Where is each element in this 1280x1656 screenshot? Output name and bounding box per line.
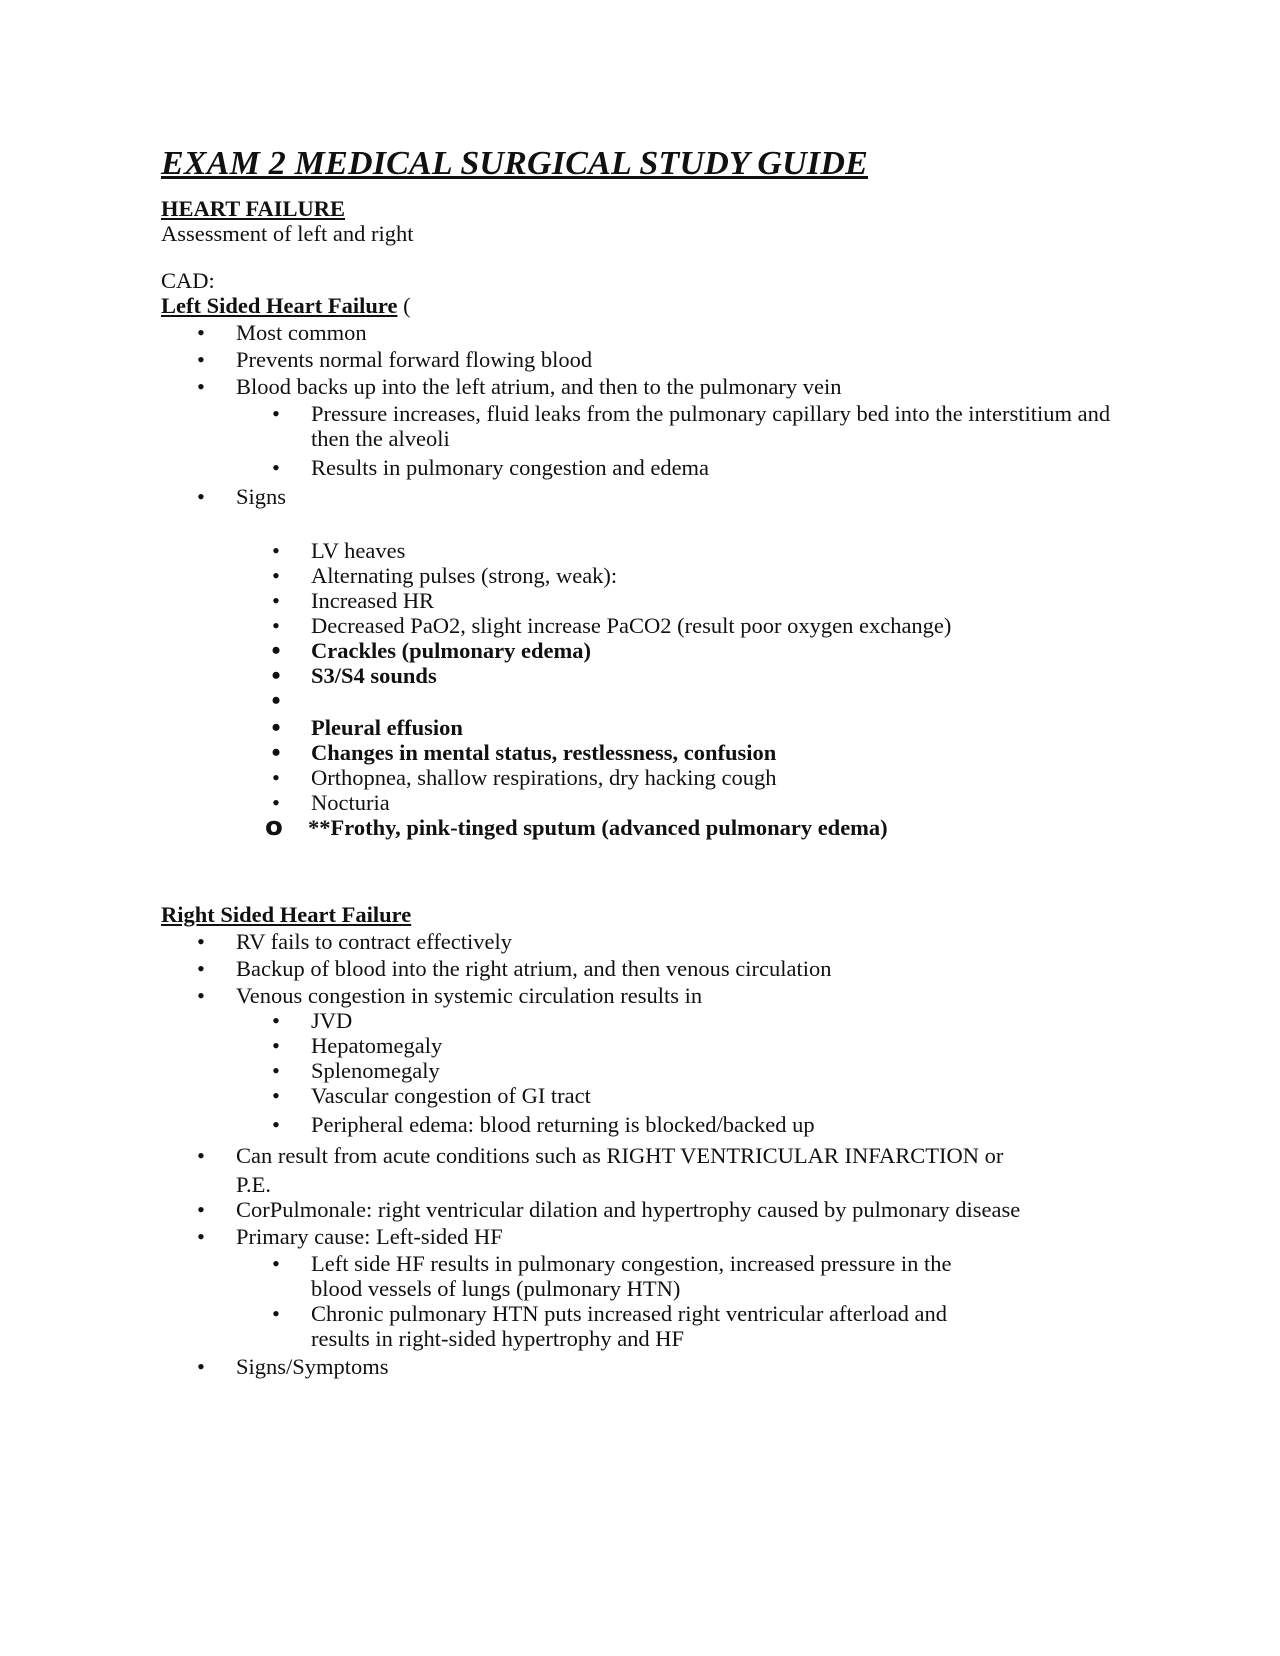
heart-failure-heading: HEART FAILURE (161, 196, 346, 221)
bullet-icon: • (272, 1083, 280, 1108)
list-item: • Signs/Symptoms (161, 1354, 1121, 1379)
bullet-icon: • (272, 1112, 280, 1137)
heart-failure-subtitle: Assessment of left and right (161, 221, 414, 246)
bullet-icon: • (272, 613, 280, 638)
bullet-icon: • (197, 983, 205, 1008)
list-item: • Pressure increases, fluid leaks from the pulmonary capillary bed into the interstitium and then the alveoli (161, 401, 1121, 451)
bullet-icon: • (271, 661, 281, 690)
bullet-icon: • (197, 1197, 205, 1222)
bullet-icon: • (272, 588, 280, 613)
bullet-icon: • (271, 738, 281, 767)
bullet-icon: • (197, 347, 205, 372)
list-item: • Pleural effusion (161, 715, 1121, 740)
list-item: • Most common (161, 320, 1121, 345)
bullet-icon: • (271, 713, 281, 742)
bullet-icon: • (197, 484, 205, 509)
list-item: • Nocturia (161, 790, 1121, 815)
list-item: • LV heaves (161, 538, 1121, 563)
list-item: • Chronic pulmonary HTN puts increased right ventricular afterload and results in right-sided hypertrophy and HF (161, 1301, 1121, 1351)
list-item: • Venous congestion in systemic circulation results in (161, 983, 1121, 1008)
list-item: • CorPulmonale: right ventricular dilation and hypertrophy caused by pulmonary disease (161, 1197, 1121, 1222)
bullet-icon: • (197, 1224, 205, 1249)
list-item: • Decreased PaO2, slight increase PaCO2 (result poor oxygen exchange) (161, 613, 1121, 638)
bullet-icon: • (272, 1251, 280, 1276)
right-list (161, 929, 1121, 1379)
bullet-icon: • (272, 790, 280, 815)
bullet-icon: • (272, 538, 280, 563)
list-item: • Primary cause: Left-sided HF (161, 1224, 1121, 1249)
list-item: • Changes in mental status, restlessness, confusion (161, 740, 1121, 765)
list-item: • Orthopnea, shallow respirations, dry hacking cough (161, 765, 1121, 790)
left-heading: Left Sided Heart Failure (161, 293, 398, 318)
left-list (161, 320, 1121, 509)
list-item-empty (161, 688, 1121, 713)
bullet-icon: • (271, 636, 281, 665)
list-item: • S3/S4 sounds (161, 663, 1121, 688)
list-item: • Signs (161, 484, 1121, 509)
document-page (161, 140, 1121, 1379)
list-item: o **Frothy, pink-tinged sputum (advanced pulmonary edema) (265, 812, 888, 842)
list-item: • Vascular congestion of GI tract (161, 1083, 1121, 1108)
list-item: • Increased HR (161, 588, 1121, 613)
circle-bullet-icon: o (265, 812, 283, 842)
bullet-icon: • (272, 401, 280, 426)
left-heading-paren: ( (397, 293, 411, 318)
bullet-icon: • (197, 320, 205, 345)
cad-label: CAD: (161, 268, 215, 293)
list-item: • Hepatomegaly (161, 1033, 1121, 1058)
bullet-icon: • (272, 1008, 280, 1033)
bullet-icon: • (272, 1058, 280, 1083)
list-item: • Prevents normal forward flowing blood (161, 347, 1121, 372)
bullet-icon: • (272, 1033, 280, 1058)
bullet-icon: • (197, 956, 205, 981)
left-signs-list (161, 538, 1121, 840)
bullet-icon: • (197, 1143, 205, 1168)
bullet-icon: • (272, 1301, 280, 1326)
left-heading-line (161, 293, 1121, 318)
list-item: • Blood backs up into the left atrium, and then to the pulmonary vein (161, 374, 1121, 399)
bullet-icon: • (197, 374, 205, 399)
list-item: • Results in pulmonary congestion and edema (161, 455, 1121, 480)
document-title: EXAM 2 MEDICAL SURGICAL STUDY GUIDE (161, 145, 868, 182)
list-item: • Alternating pulses (strong, weak): (161, 563, 1121, 588)
list-item: • Peripheral edema: blood returning is blocked/backed up (161, 1112, 1121, 1137)
list-item: • Crackles (pulmonary edema) (161, 638, 1121, 663)
list-item: • Can result from acute conditions such as RIGHT VENTRICULAR INFARCTION or P.E. (161, 1141, 1121, 1199)
list-item: • Left side HF results in pulmonary congestion, increased pressure in the blood vessels of lungs (pulmonary HTN) (161, 1251, 1121, 1301)
bullet-icon: • (272, 765, 280, 790)
list-item: • RV fails to contract effectively (161, 929, 1121, 954)
list-item: • Backup of blood into the right atrium, and then venous circulation (161, 956, 1121, 981)
bullet-icon: • (197, 929, 205, 954)
bullet-icon: • (272, 455, 280, 480)
right-heading: Right Sided Heart Failure (161, 902, 412, 927)
list-item: • Splenomegaly (161, 1058, 1121, 1083)
bullet-icon: • (271, 686, 281, 715)
bullet-icon: • (272, 563, 280, 588)
list-item: • JVD (161, 1008, 1121, 1033)
bullet-icon: • (197, 1354, 205, 1379)
